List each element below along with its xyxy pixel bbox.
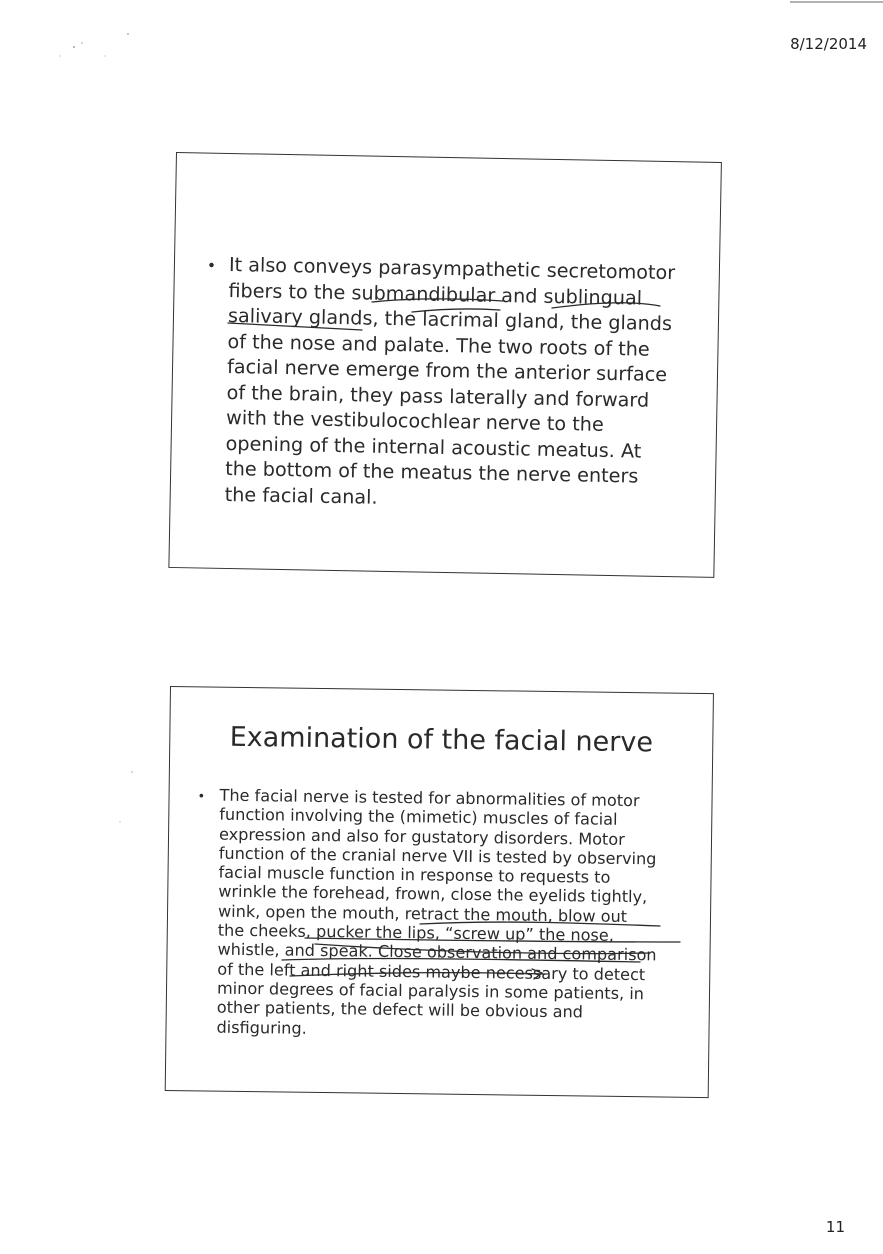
bullet-dot-icon: • bbox=[206, 256, 217, 275]
bullet-dot-icon: • bbox=[197, 789, 206, 805]
page-number: 11 bbox=[825, 1218, 845, 1236]
slide-examination-facial-nerve bbox=[165, 686, 714, 1098]
bullet-text: The facial nerve is tested for abnormalities of motor function involving the (mimetic) muscles of facial expression and also for gustatory disorders. Motor function of the cranial nerve VII is tested by observing facial muscle function in response to requests to wrinkle the forehead, frown, close the eyelids tightly, wink, open the mouth, retract the mouth, blow out the cheeks, pucker the lips, “screw up” the nose, whistle, and speak. Close observation and comparison of the left and right sides maybe necessary to detect minor degrees of facial paralysis in some patients, in other patients, the defect will be obvious and disfiguring. bbox=[216, 785, 657, 1038]
page-date: 8/12/2014 bbox=[790, 35, 867, 53]
slide-facial-nerve-fibers bbox=[168, 152, 722, 578]
bullet-item bbox=[203, 252, 678, 516]
slide-title: Examination of the facial nerve bbox=[229, 721, 654, 759]
bullet-item bbox=[194, 785, 659, 1042]
bullet-text: It also conveys parasympathetic secretomotor fibers to the submandibular and sublingual salivary glands, the lacrimal gland, the glands of the nose and palate. The two roots of the facial nerve emerge from the anterior surface of the brain, they pass laterally and forward with the vestibulocochlear nerve to the opening of the internal acoustic meatus. At the bottom of the meatus the nerve enters the facial canal. bbox=[224, 252, 676, 509]
